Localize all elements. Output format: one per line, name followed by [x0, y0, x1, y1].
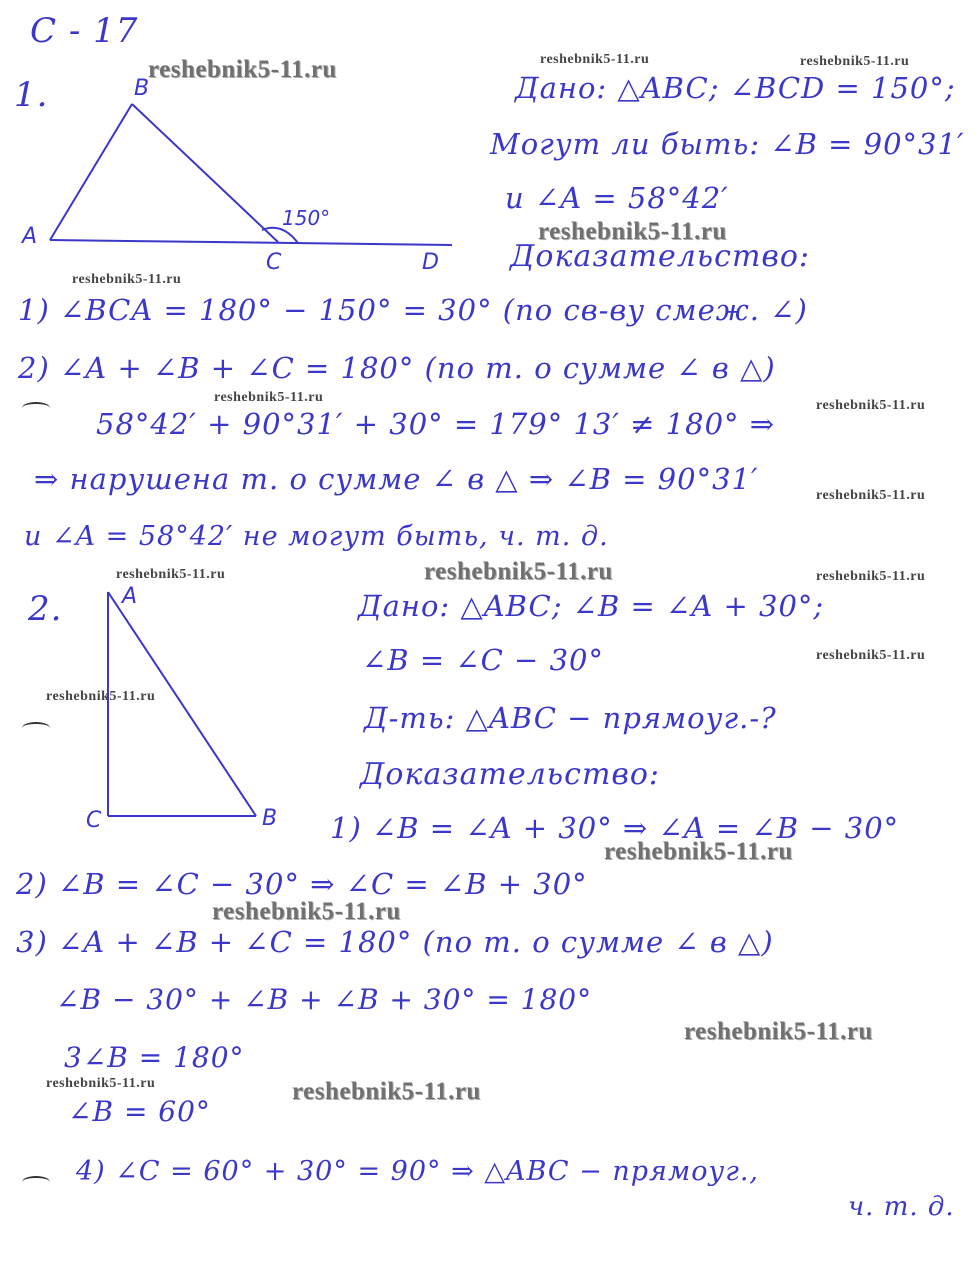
fig1-side-bc [132, 104, 278, 242]
fig1-base-ad [50, 240, 452, 245]
fig1-label-b: B [134, 76, 150, 101]
watermark: reshebnik5-11.ru [212, 898, 401, 925]
fig1-label-d: D [422, 250, 439, 275]
watermark: reshebnik5-11.ru [816, 569, 926, 584]
watermark: reshebnik5-11.ru [816, 488, 926, 503]
punch-mark [22, 1176, 50, 1188]
watermark: reshebnik5-11.ru [214, 390, 324, 405]
watermark: reshebnik5-11.ru [116, 567, 226, 582]
problem-1-step-2: 2) ∠A + ∠B + ∠C = 180° (по т. о сумме ∠ в △) [18, 351, 776, 385]
problem-1-question: Могут ли быть: ∠B = 90°31′ [490, 127, 965, 161]
problem-1-step-2-calc: 58°42′ + 90°31′ + 30° = 179° 13′ ≠ 180° ⇒ [96, 407, 776, 441]
watermark: reshebnik5-11.ru [816, 648, 926, 663]
problem-1-proof-title: Доказательство: [510, 239, 811, 274]
watermark: reshebnik5-11.ru [604, 838, 793, 865]
problem-2-step-3: 3) ∠A + ∠B + ∠C = 180° (по т. о сумме ∠ в △) [16, 925, 774, 959]
watermark: reshebnik5-11.ru [72, 272, 182, 287]
problem-2-step-1: 1) ∠B = ∠A + 30° ⇒ ∠A = ∠B − 30° [330, 811, 900, 845]
problem-2-step-4: 4) ∠C = 60° + 30° = 90° ⇒ △ABC − прямоуг., [76, 1156, 760, 1187]
problem-2-given: Дано: △ABC; ∠B = ∠A + 30°; [358, 589, 825, 623]
watermark: reshebnik5-11.ru [424, 558, 613, 585]
fig1-label-a: A [22, 224, 38, 249]
watermark: reshebnik5-11.ru [800, 54, 910, 69]
fig2-label-b: B [262, 806, 278, 831]
punch-mark [22, 402, 50, 414]
fig1-label-c: C [266, 250, 282, 275]
fig1-side-ab [50, 104, 132, 240]
problem-2-end: ч. т. д. [848, 1192, 955, 1222]
fig2-label-a: A [122, 584, 138, 609]
watermark: reshebnik5-11.ru [684, 1018, 873, 1045]
problem-2-number: 2. [28, 589, 63, 629]
watermark: reshebnik5-11.ru [148, 56, 337, 83]
punch-mark [22, 722, 50, 734]
fig1-angle-arc [262, 228, 298, 243]
watermark: reshebnik5-11.ru [46, 689, 156, 704]
problem-2-step-3-line-3: 3∠B = 180° [64, 1041, 245, 1074]
problem-1-conclusion-2: и ∠A = 58°42′ не могут быть, ч. т. д. [24, 521, 609, 552]
page-header: С - 17 [30, 11, 139, 51]
problem-2-step-3-line-4: ∠B = 60° [68, 1095, 211, 1128]
problem-2-given-2: ∠B = ∠C − 30° [362, 643, 604, 677]
fig2-label-c: C [86, 808, 102, 833]
problem-1-question-cont: и ∠A = 58°42′ [505, 181, 729, 215]
problem-2-step-2: 2) ∠B = ∠C − 30° ⇒ ∠C = ∠B + 30° [16, 867, 588, 901]
watermark: reshebnik5-11.ru [46, 1076, 156, 1091]
watermark: reshebnik5-11.ru [816, 398, 926, 413]
watermark: reshebnik5-11.ru [540, 52, 650, 67]
problem-2-proof-title: Доказательство: [360, 757, 661, 792]
problem-1-conclusion-1: ⇒ нарушена т. о сумме ∠ в △ ⇒ ∠B = 90°31′ [34, 462, 759, 496]
fig1-angle-label: 150° [282, 206, 331, 230]
problem-1-step-1: 1) ∠BCA = 180° − 150° = 30° (по св-ву смеж. ∠) [18, 293, 808, 327]
problem-1-given: Дано: △ABC; ∠BCD = 150°; [515, 71, 956, 105]
watermark: reshebnik5-11.ru [292, 1078, 481, 1105]
problem-1-number: 1. [14, 75, 49, 115]
problem-2-step-3-line-2: ∠B − 30° + ∠B + ∠B + 30° = 180° [56, 983, 593, 1016]
watermark: reshebnik5-11.ru [538, 218, 727, 245]
problem-2-prove: Д-ть: △ABC − прямоуг.-? [364, 701, 777, 735]
